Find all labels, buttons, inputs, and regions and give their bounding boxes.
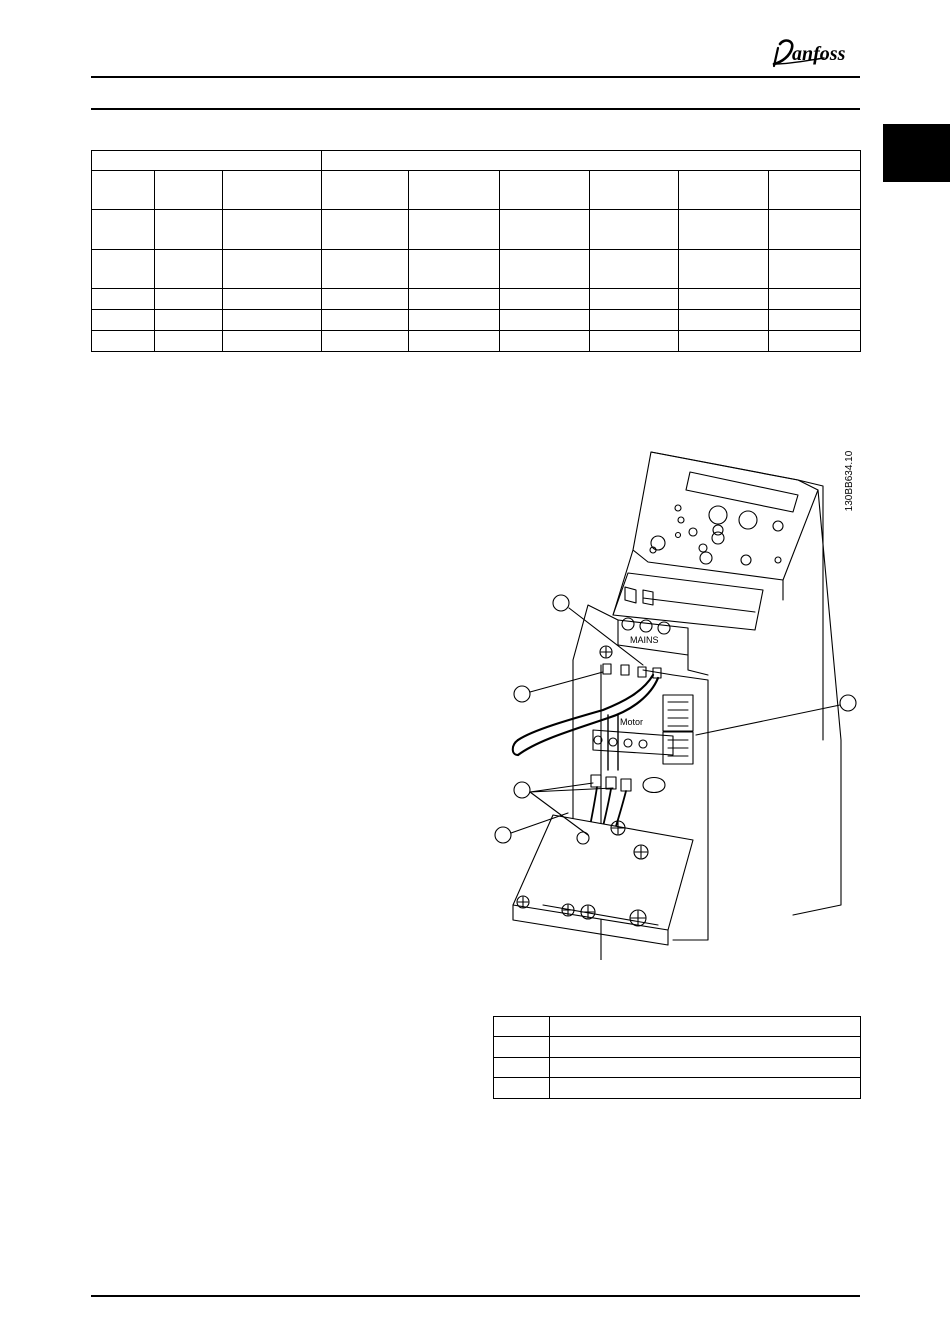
legend-table (493, 1016, 861, 1099)
table-row (494, 1058, 861, 1078)
table-row (92, 289, 861, 310)
table-header-cell (322, 151, 861, 171)
section-rule (91, 108, 860, 110)
table-header-cell (92, 151, 322, 171)
specs-table (91, 150, 861, 352)
table-row (92, 210, 861, 250)
motor-label: Motor (620, 717, 644, 727)
table-row (92, 250, 861, 289)
table-row (92, 171, 861, 210)
table-row (494, 1017, 861, 1037)
table-row (92, 310, 861, 331)
table-row (494, 1037, 861, 1058)
footer-rule (91, 1295, 860, 1297)
svg-text:anfoss: anfoss (792, 43, 846, 65)
figure-code: 130BB634.10 (844, 450, 855, 512)
chapter-tab (883, 124, 950, 182)
table-row (494, 1078, 861, 1099)
table-row (92, 331, 861, 352)
danfoss-logo-icon (770, 34, 862, 74)
header-rule (91, 76, 860, 78)
drive-wiring-illustration (493, 440, 863, 960)
table-row (92, 151, 861, 171)
mains-label: MAINS (630, 635, 659, 645)
